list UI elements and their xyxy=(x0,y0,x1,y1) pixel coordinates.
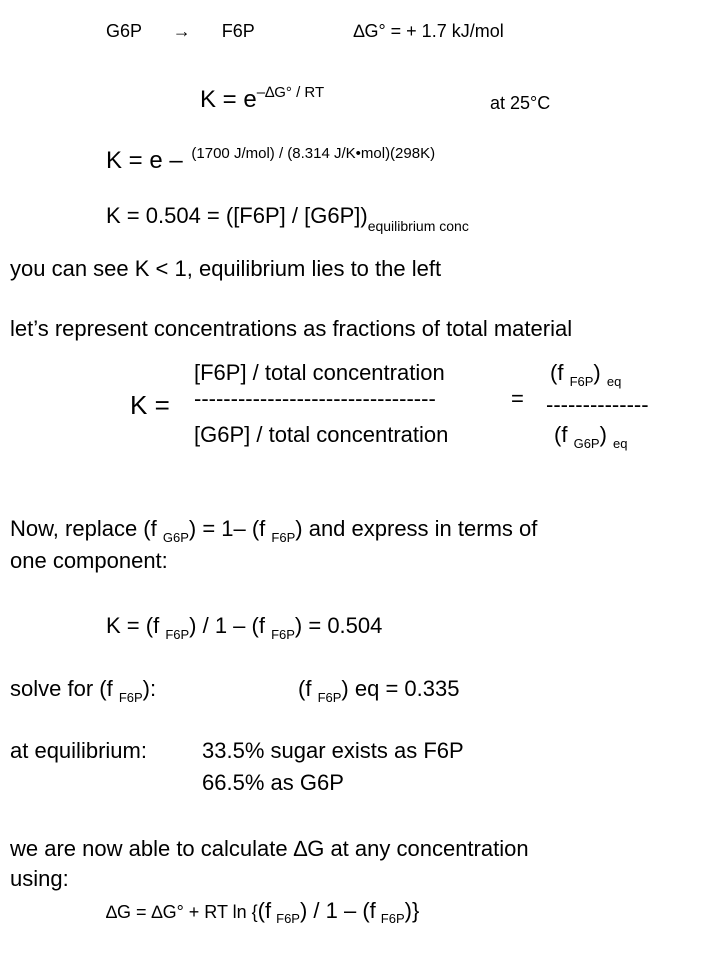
text-segment: Now, replace (f xyxy=(10,516,157,541)
text-segment: ) = 0.504 xyxy=(294,613,383,638)
replace-instruction-cont: one component: xyxy=(10,548,168,573)
k-definition xyxy=(200,84,325,113)
text-segment: G° + RT ln { xyxy=(162,902,258,922)
equilibrium-label: at equilibrium: xyxy=(10,738,147,763)
k-result xyxy=(106,203,469,234)
fraction-bar-left: --------------------------------- xyxy=(194,386,436,411)
f-open: (f xyxy=(554,422,568,447)
exponent-text: G° / RT xyxy=(274,84,325,101)
text-segment: ) / 1 – (f xyxy=(189,613,265,638)
numerator-left: [F6P] / total concentration xyxy=(194,360,445,385)
subscript-f6p: F6P xyxy=(165,627,190,642)
delta-symbol: ∆ xyxy=(151,902,163,922)
solve-for-f6p xyxy=(10,676,157,705)
f-close: ) xyxy=(599,422,607,447)
delta-g-standard xyxy=(353,21,503,41)
text-segment: ): xyxy=(142,676,157,701)
text-segment: ) = 1– (f xyxy=(188,516,266,541)
fractions-intro: let’s represent concentrations as fractions of total material xyxy=(10,316,573,341)
exponent-values: (1700 J/mol) / (8.314 J/K•mol)(298K) xyxy=(191,145,436,162)
subscript-f6p: F6P xyxy=(118,690,143,705)
text-segment: (f xyxy=(257,898,272,923)
subscript-g6p: G6P xyxy=(162,530,189,545)
replace-instruction xyxy=(10,516,538,545)
conclusion-text: you can see K < 1, equilibrium lies to the left xyxy=(10,256,442,281)
k-single-component xyxy=(106,613,383,642)
f-open: (f xyxy=(550,360,564,385)
k-substituted xyxy=(106,145,436,174)
g6p-percentage: 66.5% as G6P xyxy=(202,770,344,795)
exponent-dash: – xyxy=(256,84,266,101)
subscript-f6p: F6P xyxy=(380,911,405,926)
subscript-f6p: F6P xyxy=(569,374,594,389)
k-value: K = 0.504 = ([F6P] / [G6P]) xyxy=(106,203,368,228)
arrow-icon: → xyxy=(172,21,191,41)
fraction-bar-right: -------------- xyxy=(546,392,649,417)
text-segment: ) and express in terms of xyxy=(295,516,538,541)
equals-sign: = xyxy=(511,386,524,411)
delta-g-equation xyxy=(106,898,420,926)
calculation-note xyxy=(10,838,529,860)
subscript-f6p: F6P xyxy=(317,690,342,705)
subscript-f6p: F6P xyxy=(271,627,295,642)
subscript-f6p: F6P xyxy=(276,911,300,926)
subscript-f6p: F6P xyxy=(271,530,296,545)
k-equals-e: K = e xyxy=(200,86,257,113)
temperature-note: at 25°C xyxy=(490,93,551,113)
denominator-left: [G6P] / total concentration xyxy=(194,422,449,447)
calculation-note-cont: using: xyxy=(10,866,69,891)
text-segment: )} xyxy=(404,898,420,923)
k-label: K = xyxy=(130,390,170,420)
text-segment: G = xyxy=(117,902,147,922)
text-segment: ) eq = 0.335 xyxy=(341,676,460,701)
equilibrium-subscript: equilibrium conc xyxy=(367,218,469,234)
subscript-eq: eq xyxy=(606,374,622,389)
text-segment: G at any concentration xyxy=(307,836,529,861)
numerator-right xyxy=(550,360,622,389)
reaction-line xyxy=(106,22,504,40)
f6p-result xyxy=(298,676,460,705)
f6p-percentage: 33.5% sugar exists as F6P xyxy=(202,738,464,763)
text-segment: ) / 1 – (f xyxy=(299,898,376,923)
subscript-eq: eq xyxy=(613,436,628,451)
reactant-g6p: G6P xyxy=(106,21,142,41)
text-segment: (f xyxy=(298,676,312,701)
text-segment: solve for (f xyxy=(10,676,113,701)
product-f6p: F6P xyxy=(221,21,255,41)
delta-symbol: ∆ xyxy=(106,902,118,922)
delta-symbol: ∆ xyxy=(265,84,275,101)
text-segment: K = (f xyxy=(106,613,160,638)
subscript-g6p: G6P xyxy=(573,436,600,451)
delta-symbol: ∆ xyxy=(293,836,308,861)
text-segment: we are now able to calculate xyxy=(10,836,288,861)
f-close: ) xyxy=(593,360,601,385)
delta-g-value: G° = + 1.7 kJ/mol xyxy=(364,21,504,41)
exponent xyxy=(257,84,324,101)
k-equals-e: K = e – xyxy=(106,147,183,174)
denominator-right xyxy=(554,422,628,451)
delta-symbol: ∆ xyxy=(353,21,365,41)
